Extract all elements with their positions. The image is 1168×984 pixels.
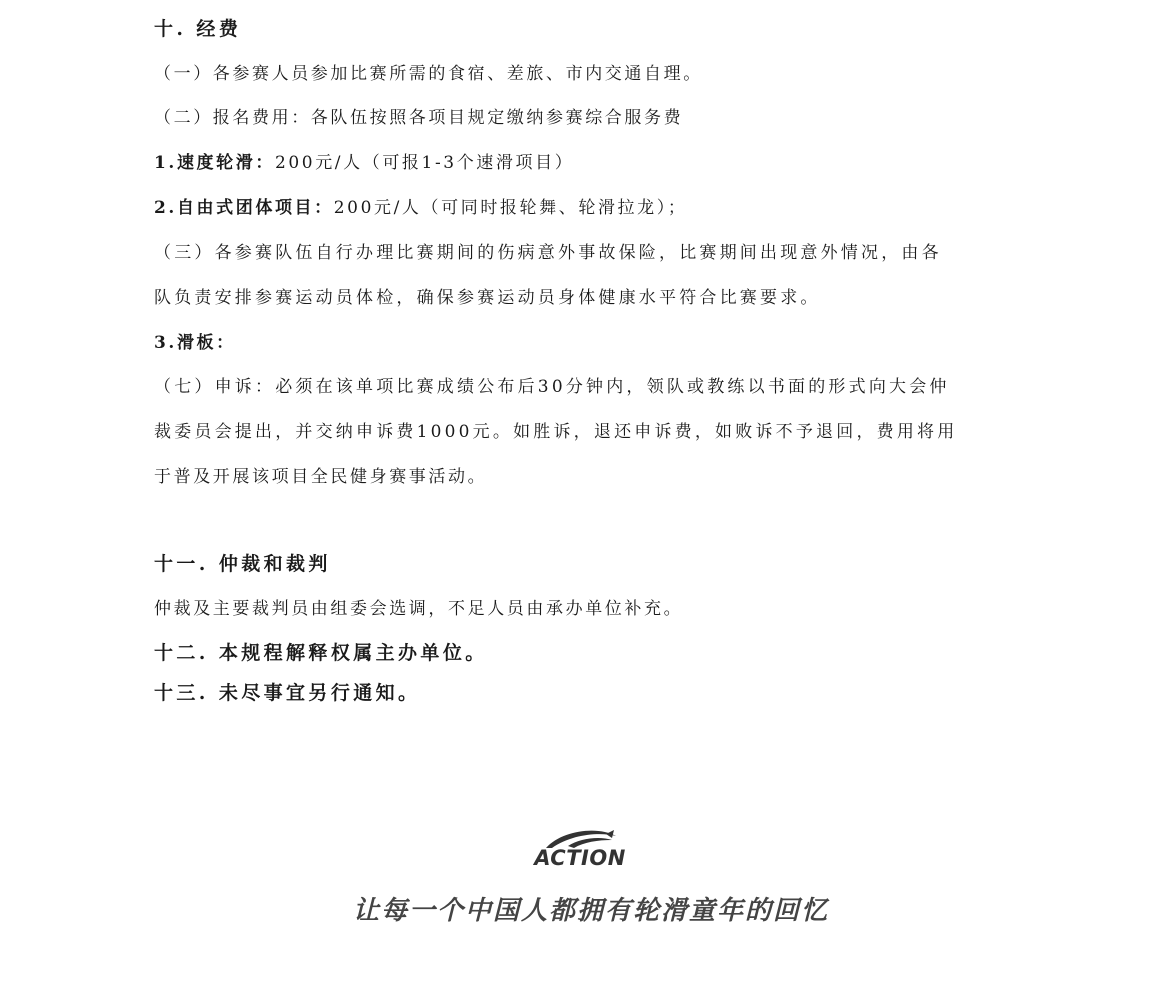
appeal-line-1: （七）申诉：必须在该单项比赛成绩公布后30分钟内，领队或教练以书面的形式向大会仲 <box>154 377 950 397</box>
section-11-heading: 十一. 仲裁和裁判 <box>154 553 331 575</box>
appeal-line-3: 于普及开展该项目全民健身赛事活动。 <box>154 467 488 487</box>
expense-item-1: （一）各参赛人员参加比赛所需的食宿、差旅、市内交通自理。 <box>154 64 703 84</box>
fee-speed-skating-label: 1.速度轮滑： <box>154 153 275 173</box>
fee-speed-skating-text: 200元/人（可报1-3个速滑项目） <box>274 153 575 173</box>
slogan: 让每一个中国人都拥有轮滑童年的回忆 <box>352 896 829 926</box>
appeal-line-2: 裁委员会提出，并交纳申诉费1000元。如胜诉，退还申诉费，如败诉不予退回，费用将用 <box>154 422 958 442</box>
section-11-text: 仲裁及主要裁判员由组委会选调，不足人员由承办单位补充。 <box>154 599 684 619</box>
fee-speed-skating <box>154 151 574 175</box>
expense-item-2: （二）报名费用：各队伍按照各项目规定缴纳参赛综合服务费 <box>154 108 684 128</box>
section-12-heading: 十二. 本规程解释权属主办单位。 <box>154 642 488 664</box>
fee-skateboard-label: 3.滑板： <box>154 333 236 353</box>
fee-freestyle-team <box>154 196 687 220</box>
expense-item-3-line-1: （三）各参赛队伍自行办理比赛期间的伤病意外事故保险，比赛期间出现意外情况，由各 <box>154 243 942 263</box>
action-logo <box>528 826 632 872</box>
expense-item-3-line-2: 队负责安排参赛运动员体检，确保参赛运动员身体健康水平符合比赛要求。 <box>154 288 821 308</box>
fee-freestyle-team-label: 2.自由式团体项目： <box>154 198 334 218</box>
section-13-heading: 十三. 未尽事宜另行通知。 <box>154 682 421 704</box>
logo-text: ACTION <box>534 846 626 870</box>
fee-freestyle-team-text: 200元/人（可同时报轮舞、轮滑拉龙）； <box>333 198 688 218</box>
section-10-heading: 十. 经费 <box>154 18 242 40</box>
